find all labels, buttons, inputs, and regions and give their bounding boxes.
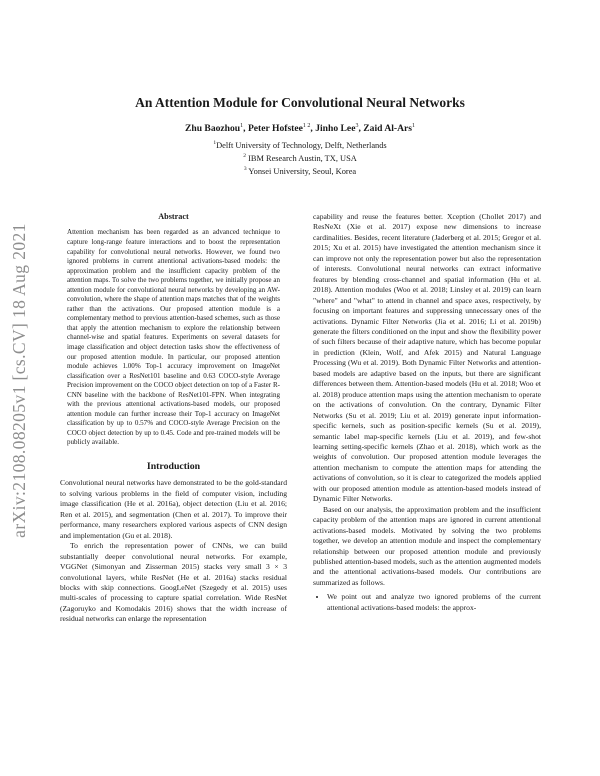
author-name: Peter Hofstee: [247, 123, 303, 135]
affiliation-line: [0, 138, 600, 151]
body-paragraph: To enrich the representation power of CNNs, we can build substantially deeper convolutional neural networks. For example, VGGNet (Simonyan and Zisserman 2015) stacks very small 3 × 3 convolutional layers, while ResNet (He et al. 2016a) stacks residual blocks with skip connections. GoogLeNet (Szegedy et al. 2015) uses multi-scales of processing to capture spatial correlation. Wide ResNet (Zagoruyko and Komodakis 2016) shows that the width increase of residual networks can enlarge the representation: [60, 541, 287, 624]
paper-title: An Attention Module for Convolutional Neural Networks: [135, 95, 465, 110]
author-affil-marker: 1 2: [302, 123, 311, 129]
list-item: • We point out and analyze two ignored problems of the current attentional activations-based models: the approx-: [327, 592, 541, 613]
affiliation-line: [0, 164, 600, 177]
affiliation-marker: 2: [243, 152, 246, 159]
body-paragraph: Based on our analysis, the approximation problem and the insufficient capacity problem of the attention maps are ignored in current attentional activations-based models. Motivated by solving the two problems together, we develop an attention module and inspect the complementary relationship between our proposed attention module and previously published attention-based models, such as the attention augmented models and the attentional activations-based models. Our contributions are summarized as follows.: [313, 504, 541, 587]
body-paragraph: Convolutional neural networks have demonstrated to be the gold-standard to solving various problems in the field of computer vision, including image classification (He et al. 2016a), object detection (Liu et al. 2016; Ren et al. 2015), and segmentation (Chen et al. 2017). To improve their performance, many researchers explored various aspects of CNN design and implementation (Gu et al. 2018).: [60, 478, 287, 540]
affiliation-marker: 1: [213, 140, 217, 146]
affiliation-line: [0, 151, 600, 164]
author-affil-marker: 1: [412, 123, 416, 129]
arxiv-identifier: [2, 190, 36, 570]
affiliation-list: [0, 138, 600, 176]
left-column: [60, 212, 287, 625]
author-list: Zhu Baozhou$^1$, Peter Hofstee$^{1 2}$, Jinho Lee$^3$, Zaid Al-Ars$^1$: [184, 123, 416, 135]
affiliation-text: Delft University of Technology, Delft, Netherlands: [216, 140, 387, 150]
affiliation-marker: 3: [243, 165, 247, 172]
author-name: Jinho Lee: [315, 123, 356, 135]
abstract-body: Attention mechanism has been regarded as an advanced technique to capture long-range feature interactions and to boost the representation capability for convolutional neural networks. However, we found two ignored problems in current attentional activations-based models: the approximation problem and the insufficient capacity problem of the attention maps. To solve the two problems together, we initially propose an attention module for convolutional neural networks by developing an AW-convolution, where the shape of attention maps matches that of the weights rather than the activations. Our proposed attention module is a complementary method to previous attention-based schemes, such as those that apply the attention mechanism to explore the relationship between channel-wise and spatial features. Experiments on several datasets for image classification and object detection tasks show the effectiveness of our proposed attention module. In particular, our proposed attention module achieves 1.00% Top-1 accuracy improvement on ImageNet classification over a ResNet101 baseline and 0.63 COCO-style Average Precision improvement on the COCO object detection on top of a Faster R-CNN baseline with the backbone of ResNet101-FPN. When integrating with the previous attentional activations-based models, our proposed attention module can further increase their Top-1 accuracy on ImageNet classification by up to 0.57% and COCO-style Average Precision on the COCO object detection by up to 0.45. Code and pre-trained models will be publicly available.: [67, 228, 280, 447]
body-paragraph: capability and reuse the features better. Xception (Chollet 2017) and ResNeXt (Xie et al. 2017) expose new dimensions to increase cardinalities. Besides, recent literature (Jaderberg et al. 2015; Gregor et al. 2015; Xu et al. 2015) have investigated the attention mechanism since it can improve not only the representation power but also the representation of interests. Convolutional neural networks can extract informative features by blending cross-channel and spatial information (Hu et al. 2018). Attention modules (Woo et al. 2018; Linsley et al. 2019) can learn "where" and "what" to attend in channel and space axes, respectively, by focusing on important features and suppressing unnecessary ones of the activations. Dynamic Filter Networks (Jia et al. 2016; Li et al. 2019b) generate the filters conditioned on the input and show the flexibility power of such filters because of their adaptive nature, which has become popular in prediction (Klein, Wolf, and Afek 2015) and Natural Language Processing (Wu et al. 2019). Both Dynamic Filter Networks and attention-based models are adaptive based on the inputs, but there are significant differences between them. Attention-based models (Hu et al. 2018; Woo et al. 2018) produce attention maps using the attention mechanism to operate on the activations of convolution. On the contrary, Dynamic Filter Networks (Su et al. 2019; Liu et al. 2019) generate input information-specific kernels, such as position-specific kernels (Su et al. 2019), semantic label map-specific kernels (Liu et al. 2019), and few-shot learning setting-specific kernels (Zhao et al. 2018), which work as the weights of convolution. Our proposed attention module leverages the attention mechanism to compute the attention maps for attending the activations of convolution, so it is clear to categorized the models applied with our proposed attention module as attention-based models instead of Dynamic Filter Networks.: [313, 212, 541, 504]
author-name: Zhu Baozhou: [184, 123, 241, 135]
author-affil-marker: 1: [240, 123, 244, 129]
affiliation-text: Yonsei University, Seoul, Korea: [248, 166, 357, 176]
author-affil-marker: 3: [355, 123, 359, 129]
affiliation-text: IBM Research Austin, TX, USA: [248, 153, 357, 163]
contribution-list: [313, 592, 541, 613]
abstract-heading: Abstract: [158, 212, 189, 221]
introduction-heading: Introduction: [146, 461, 201, 473]
author-name: Zaid Al-Ars: [363, 123, 413, 135]
arxiv-identifier-text: arXiv:2108.08205v1 [cs.CV] 18 Aug 2021: [8, 222, 29, 538]
right-column: [313, 212, 541, 613]
